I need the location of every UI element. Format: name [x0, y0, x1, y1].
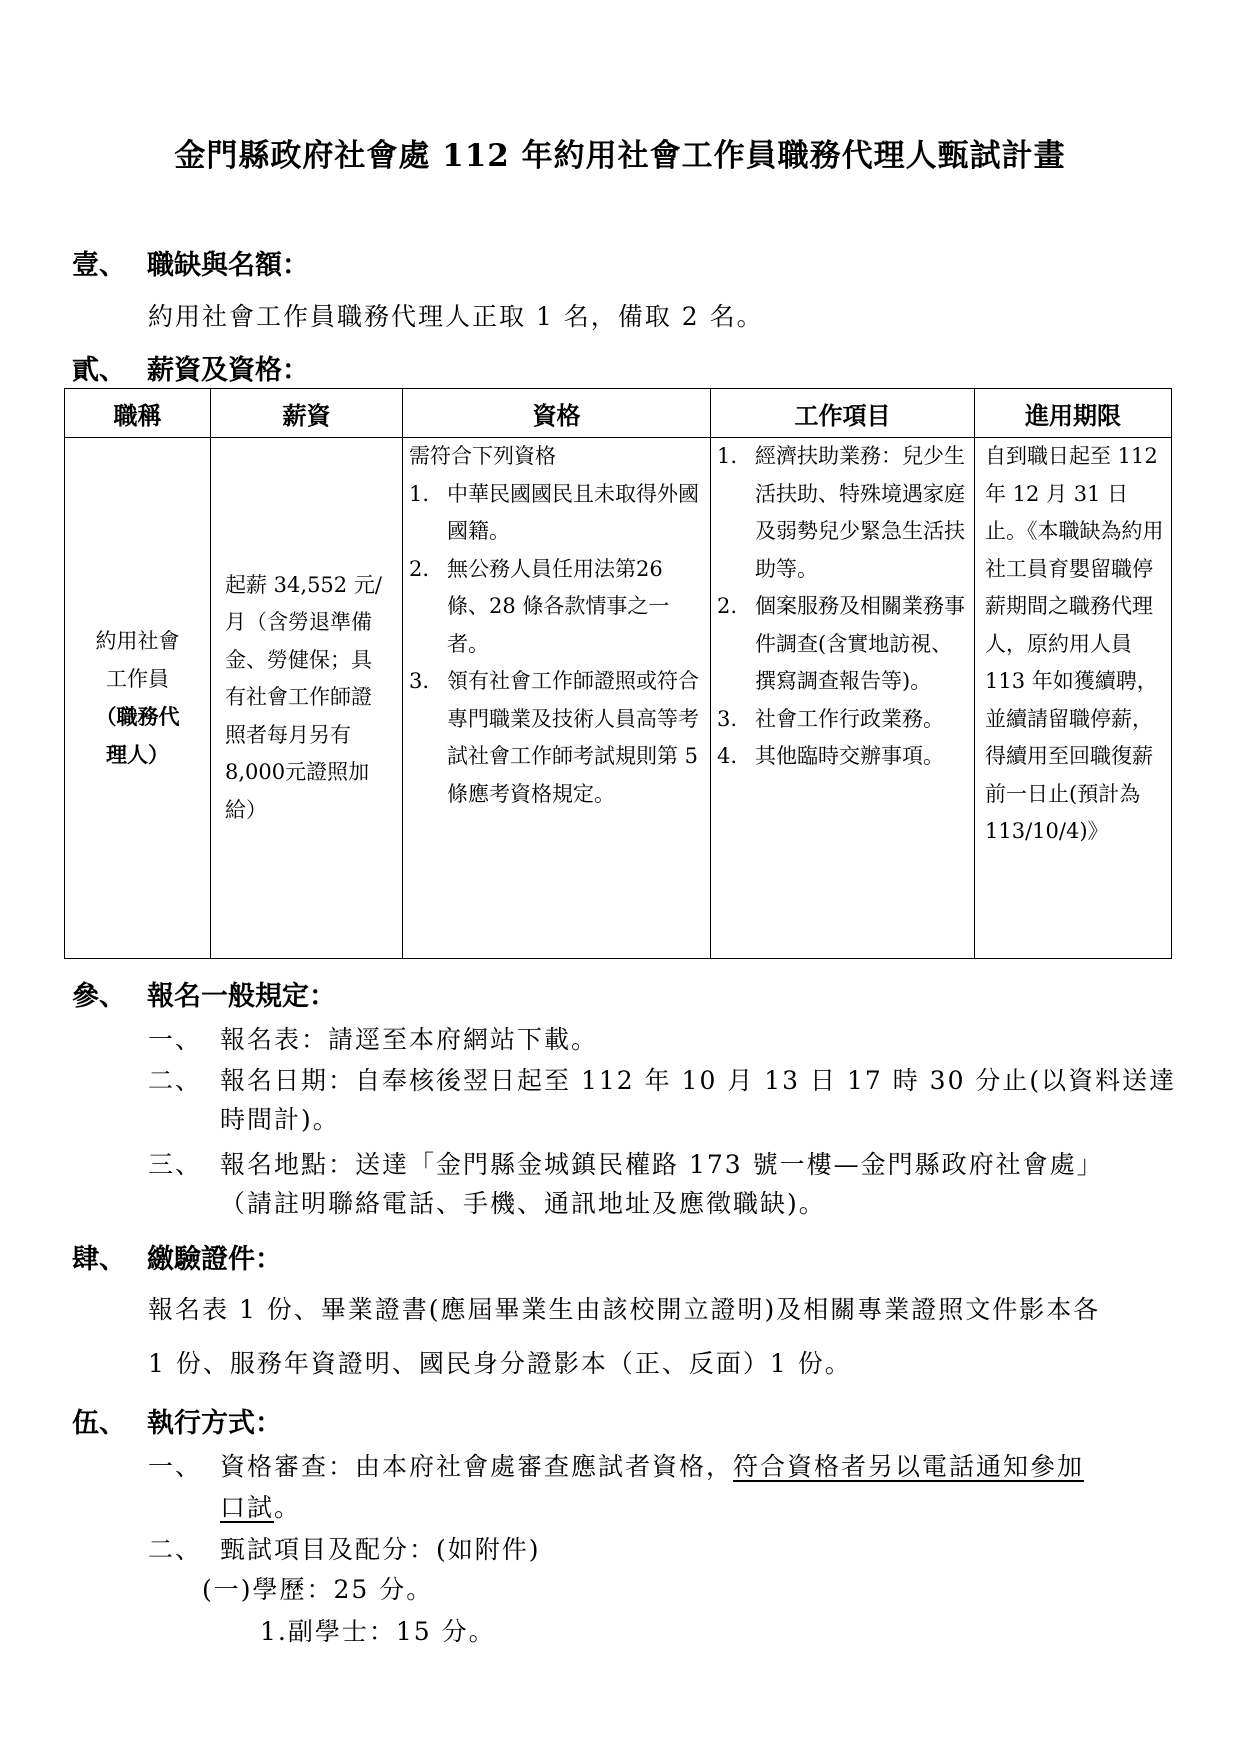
qualification-item	[409, 663, 704, 813]
header-job-title: 職稱	[65, 389, 211, 438]
list-item	[148, 1447, 1084, 1483]
section-2-number: 貳、	[72, 355, 126, 386]
list-item-continuation: 時間計)。	[220, 1105, 340, 1134]
qualification-intro: 需符合下列資格	[409, 444, 556, 468]
section-3-heading	[72, 974, 336, 1013]
sub-item: (一)學歷：25 分。	[202, 1575, 434, 1604]
section-3-number: 參、	[72, 981, 126, 1012]
sub-sub-item: 1.副學士：15 分。	[260, 1617, 496, 1646]
work-item	[717, 588, 968, 701]
section-4-heading	[72, 1237, 282, 1276]
qualification-text: 無公務人員任用法第26 條、28 條各款情事之一者。	[447, 556, 670, 656]
list-item-number: 二、	[148, 1066, 203, 1095]
list-item	[148, 1145, 1104, 1181]
qualification-text: 領有社會工作師證照或符合專門職業及技術人員高等考試社會工作師考試規則第 5 條應考資格規定。	[447, 669, 699, 806]
cell-job-title	[65, 438, 211, 959]
work-item	[717, 738, 968, 776]
cell-period: 自到職日起至 112 年 12 月 31 日止。《本職缺為約用社工員育嬰留職停薪期間之職務代理人，原約用人員 113 年如獲續聘，並續請留職停薪，得續用至回職復薪前一日止(預計為 113/10/4)》	[975, 438, 1172, 959]
work-item-number: 2.	[717, 594, 738, 618]
header-period: 進用期限	[975, 389, 1172, 438]
section-1-text: 約用社會工作員職務代理人正取 1 名，備取 2 名。	[148, 302, 764, 331]
table-header-row	[65, 389, 1172, 438]
page-title: 金門縣政府社會處 112 年約用社會工作員職務代理人甄試計畫	[174, 138, 1066, 174]
work-item-number: 1.	[717, 444, 738, 468]
list-item-number: 三、	[148, 1150, 203, 1179]
section-1-number: 壹、	[72, 250, 126, 281]
header-salary: 薪資	[211, 389, 403, 438]
qualification-number: 3.	[409, 669, 430, 693]
list-item-number: 二、	[148, 1535, 203, 1564]
work-item-number: 4.	[717, 744, 738, 768]
section-3-title: 報名一般規定：	[147, 981, 336, 1012]
table-row	[65, 438, 1172, 959]
section-2-title: 薪資及資格：	[147, 355, 309, 386]
work-item-number: 3.	[717, 706, 738, 731]
section-5-number: 伍、	[72, 1408, 126, 1439]
list-item-text: 報名日期：自奉核後翌日起至 112 年 10 月 13 日 17 時 30 分止(以資料送達	[220, 1066, 1177, 1095]
qualification-number: 2.	[409, 556, 430, 581]
header-work-items: 工作項目	[711, 389, 975, 438]
work-item-text: 經濟扶助業務：兒少生活扶助、特殊境遇家庭及弱勢兒少緊急生活扶助等。	[755, 444, 965, 581]
list-item	[148, 1061, 1176, 1097]
qualification-item	[409, 476, 704, 551]
section-2-heading	[72, 348, 309, 387]
work-item	[717, 701, 968, 739]
work-item-text: 個案服務及相關業務事件調查(含實地訪視、撰寫調查報告等)。	[755, 594, 965, 693]
list-item-text: 報名地點：送達「金門縣金城鎮民權路 173 號一樓—金門縣政府社會處」	[220, 1150, 1104, 1179]
header-qualifications: 資格	[403, 389, 711, 438]
section-4-text-line: 1 份、服務年資證明、國民身分證影本（正、反面）1 份。	[148, 1349, 852, 1378]
job-title-note: （職務代	[95, 704, 180, 729]
section-1-title: 職缺與名額：	[147, 250, 309, 281]
section-5-title: 執行方式：	[147, 1408, 282, 1439]
job-title-line: 工作員	[106, 666, 169, 691]
list-item	[148, 1020, 598, 1056]
work-item	[717, 438, 968, 588]
work-item-text: 其他臨時交辦事項。	[755, 744, 944, 768]
section-5-heading	[72, 1401, 282, 1440]
section-1-heading	[72, 243, 309, 282]
salary-qualification-table	[64, 388, 1172, 959]
list-item-number: 一、	[148, 1452, 203, 1481]
section-4-title: 繳驗證件：	[147, 1244, 282, 1275]
job-title-line: 約用社會	[95, 629, 180, 653]
qualification-item	[409, 551, 704, 664]
list-item-text: 資格審查：由本府社會處審查應試者資格，	[220, 1452, 734, 1481]
underlined-text: 口試	[220, 1493, 275, 1522]
list-item-continuation: （請註明聯絡電話、手機、通訊地址及應徵職缺)。	[220, 1189, 826, 1218]
underlined-text: 符合資格者另以電話通知參加	[733, 1452, 1085, 1481]
list-item-continuation	[220, 1488, 301, 1524]
list-item-number: 一、	[148, 1025, 203, 1054]
cell-qualifications	[403, 438, 711, 959]
work-item-text: 社會工作行政業務。	[755, 706, 944, 731]
cell-work-items	[711, 438, 975, 959]
section-4-text-line: 報名表 1 份、畢業證書(應屆畢業生由該校開立證明)及相關專業證照文件影本各	[148, 1295, 1101, 1324]
job-title-note: 理人）	[106, 741, 169, 767]
list-item-text: 報名表：請逕至本府網站下載。	[220, 1025, 599, 1054]
punctuation: 。	[274, 1493, 302, 1522]
qualification-text: 中華民國國民且未取得外國國籍。	[447, 481, 699, 543]
cell-salary: 起薪 34,552 元/月（含勞退準備金、勞健保；具有社會工作師證照者每月另有8,000元證照加給）	[211, 438, 403, 959]
list-item	[148, 1530, 541, 1566]
list-item-text: 甄試項目及配分：(如附件)	[220, 1535, 541, 1564]
qualification-number: 1.	[409, 481, 430, 506]
section-4-number: 肆、	[72, 1244, 126, 1275]
